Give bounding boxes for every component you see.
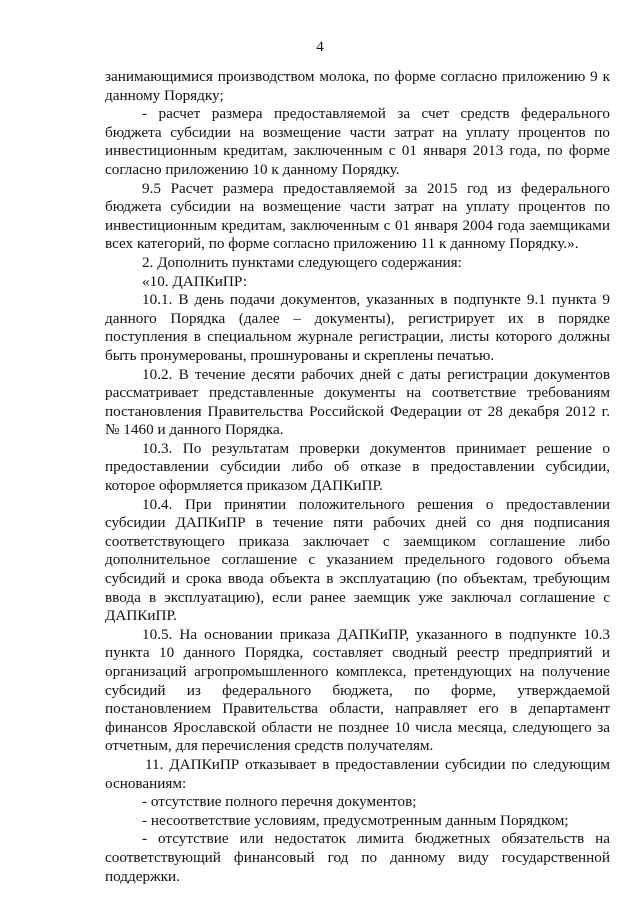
paragraph-10-4: 10.4. При принятии положительного решения о предоставлении субсидии ДАПКиПР в течение пяти рабочих дней со дня подписания соответствующего приказа заключает с заемщиком соглашение либо дополнительное соглашение с указанием предельного годового объема субсидий и срока ввода объекта в эксплуатацию (по объектам, требующим ввода в эксплуатацию), если ранее заемщик уже заключал соглашение с ДАПКиПР. xyxy=(105,495,610,625)
paragraph-refusal-reason-3: - отсутствие или недостаток лимита бюджетных обязательств на соответствующий финансовый год по данному виду государственной поддержки. xyxy=(105,830,610,885)
paragraph-10-1: 10.1. В день подачи документов, указанных в подпункте 9.1 пункта 9 данного Порядка (далее – документы), регистрирует их в порядке поступления в специальном журнале регистрации, листы которого должны быть пронумерованы, прошнурованы и скреплены печатью. xyxy=(105,291,610,364)
paragraph-amendment-2: 2. Дополнить пунктами следующего содержания: xyxy=(142,253,462,271)
paragraph-10-heading: «10. ДАПКиПР: xyxy=(142,272,248,290)
paragraph-10-3: 10.3. По результатам проверки документов принимает решение о предоставлении субсидии либо об отказе в предоставлении субсидии, которое оформляется приказом ДАПКиПР. xyxy=(105,439,610,495)
paragraph-10-5: 10.5. На основании приказа ДАПКиПР, указанного в подпункте 10.3 пункта 10 данного Порядка, составляет сводный реестр предприятий и организаций агропромышленного комплекса, претендующих на получение субсидий из федерального бюджета, по форме, утверждаемой постановлением Правительства области, направляет его в департамент финансов Ярославской области не позднее 10 числа месяца, следующего за отчетным, для перечисления средств получателям. xyxy=(105,625,610,755)
document-body xyxy=(105,68,610,886)
paragraph-10-2: 10.2. В течение десяти рабочих дней с даты регистрации документов рассматривает представленные документы на соответствие требованиям постановления Правительства Российской Федерации от 28 декабря 2012 г. № 1460 и данного Порядка. xyxy=(105,365,610,439)
paragraph-11: 11. ДАПКиПР отказывает в предоставлении субсидии по следующим основаниям: xyxy=(105,755,610,792)
paragraph-bullet-calculation: - расчет размера предоставляемой за счет средств федерального бюджета субсидии на возмещение части затрат на уплату процентов по инвестиционным кредитам, заключенным с 01 января 2013 года, по форме согласно приложению 10 к данному Порядку. xyxy=(105,105,610,178)
page-number: 4 xyxy=(316,39,324,55)
paragraph-9-5: 9.5 Расчет размера предоставляемой за 2015 год из федерального бюджета субсидии на возмещение части затрат на уплату процентов по инвестиционным кредитам, заключенным с 01 января 2004 года заемщиками всех категорий, по форме согласно приложению 11 к данному Порядку.». xyxy=(105,179,610,253)
paragraph-refusal-reason-1: - отсутствие полного перечня документов; xyxy=(142,793,417,811)
paragraph-refusal-reason-2: - несоответствие условиям, предусмотренным данным Порядком; xyxy=(142,811,569,829)
paragraph-continuation: занимающимися производством молока, по форме согласно приложению 9 к данному Порядку; xyxy=(105,68,610,104)
